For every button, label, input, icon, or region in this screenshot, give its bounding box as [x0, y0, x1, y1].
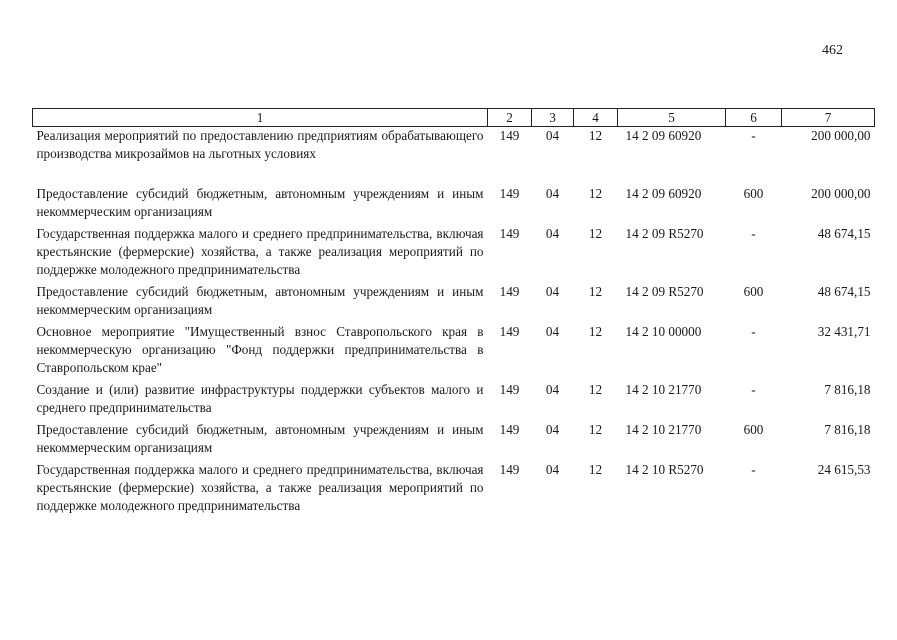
row-section-code: 04 [545, 186, 560, 201]
row-target-article-code: 14 2 10 21770 [625, 422, 702, 437]
column-header-5: 5 [618, 109, 726, 127]
row-expense-type-code: - [751, 324, 756, 339]
row-target-article-code: 14 2 09 60920 [625, 186, 702, 201]
row-expense-type-code: 600 [743, 284, 764, 299]
row-amount: 200 000,00 [811, 186, 871, 201]
row-ministry-code: 149 [499, 284, 520, 299]
row-section-code: 04 [545, 324, 560, 339]
row-subsection-code: 12 [588, 186, 603, 201]
row-name: Реализация мероприятий по предоставлению предприятиям обрабатывающего производства микрозаймов на льготных условиях [36, 128, 484, 161]
table-row [33, 283, 875, 323]
column-header-2: 2 [488, 109, 532, 127]
table-row [33, 185, 875, 225]
column-header-1: 1 [33, 109, 488, 127]
column-header-4: 4 [574, 109, 618, 127]
table-row [33, 421, 875, 461]
row-section-code: 04 [545, 422, 560, 437]
row-amount: 200 000,00 [811, 128, 871, 143]
column-header-7: 7 [782, 109, 875, 127]
page-number: 462 [822, 43, 843, 58]
row-amount: 7 816,18 [824, 382, 871, 397]
row-target-article-code: 14 2 09 60920 [625, 128, 702, 143]
row-target-article-code: 14 2 10 00000 [625, 324, 702, 339]
row-section-code: 04 [545, 226, 560, 241]
budget-table [32, 108, 875, 519]
row-subsection-code: 12 [588, 324, 603, 339]
row-name: Предоставление субсидий бюджетным, автономным учреждениям и иным некоммерческим организациям [36, 284, 484, 317]
row-expense-type-code: - [751, 462, 756, 477]
table-row [33, 461, 875, 519]
row-name: Создание и (или) развитие инфраструктуры поддержки субъектов малого и среднего предпринимательства [36, 382, 484, 415]
column-header-3: 3 [532, 109, 574, 127]
row-amount: 24 615,53 [817, 462, 871, 477]
row-expense-type-code: - [751, 226, 756, 241]
row-name: Государственная поддержка малого и среднего предпринимательства, включая крестьянские (фермерские) хозяйства, а также реализация мероприятий по поддержке молодежного предпринимательства [36, 462, 484, 513]
row-section-code: 04 [545, 382, 560, 397]
table-row [33, 225, 875, 283]
row-subsection-code: 12 [588, 382, 603, 397]
row-name: Основное мероприятие "Имущественный взнос Ставропольского края в некоммерческую организацию "Фонд поддержки предпринимательства в Ставропольском крае" [36, 324, 484, 375]
row-expense-type-code: - [751, 128, 756, 143]
row-ministry-code: 149 [499, 462, 520, 477]
row-amount: 48 674,15 [817, 226, 871, 241]
row-subsection-code: 12 [588, 284, 603, 299]
row-target-article-code: 14 2 09 R5270 [625, 284, 704, 299]
row-target-article-code: 14 2 10 R5270 [625, 462, 704, 477]
row-subsection-code: 12 [588, 226, 603, 241]
row-subsection-code: 12 [588, 462, 603, 477]
row-ministry-code: 149 [499, 128, 520, 143]
column-header-6: 6 [726, 109, 782, 127]
row-subsection-code: 12 [588, 128, 603, 143]
row-name: Предоставление субсидий бюджетным, автономным учреждениям и иным некоммерческим организациям [36, 186, 484, 219]
row-name: Государственная поддержка малого и среднего предпринимательства, включая крестьянские (фермерские) хозяйства, а также реализация мероприятий по поддержке молодежного предпринимательства [36, 226, 484, 277]
column-number-header [33, 109, 875, 127]
row-section-code: 04 [545, 462, 560, 477]
row-ministry-code: 149 [499, 226, 520, 241]
row-amount: 7 816,18 [824, 422, 871, 437]
row-target-article-code: 14 2 10 21770 [625, 382, 702, 397]
table-row [33, 127, 875, 186]
row-section-code: 04 [545, 284, 560, 299]
row-ministry-code: 149 [499, 186, 520, 201]
row-ministry-code: 149 [499, 422, 520, 437]
row-amount: 32 431,71 [817, 324, 871, 339]
row-expense-type-code: 600 [743, 186, 764, 201]
table-row [33, 381, 875, 421]
row-expense-type-code: 600 [743, 422, 764, 437]
table-row [33, 323, 875, 381]
row-target-article-code: 14 2 09 R5270 [625, 226, 704, 241]
row-amount: 48 674,15 [817, 284, 871, 299]
row-expense-type-code: - [751, 382, 756, 397]
row-ministry-code: 149 [499, 382, 520, 397]
row-ministry-code: 149 [499, 324, 520, 339]
row-subsection-code: 12 [588, 422, 603, 437]
row-section-code: 04 [545, 128, 560, 143]
row-name: Предоставление субсидий бюджетным, автономным учреждениям и иным некоммерческим организациям [36, 422, 484, 455]
